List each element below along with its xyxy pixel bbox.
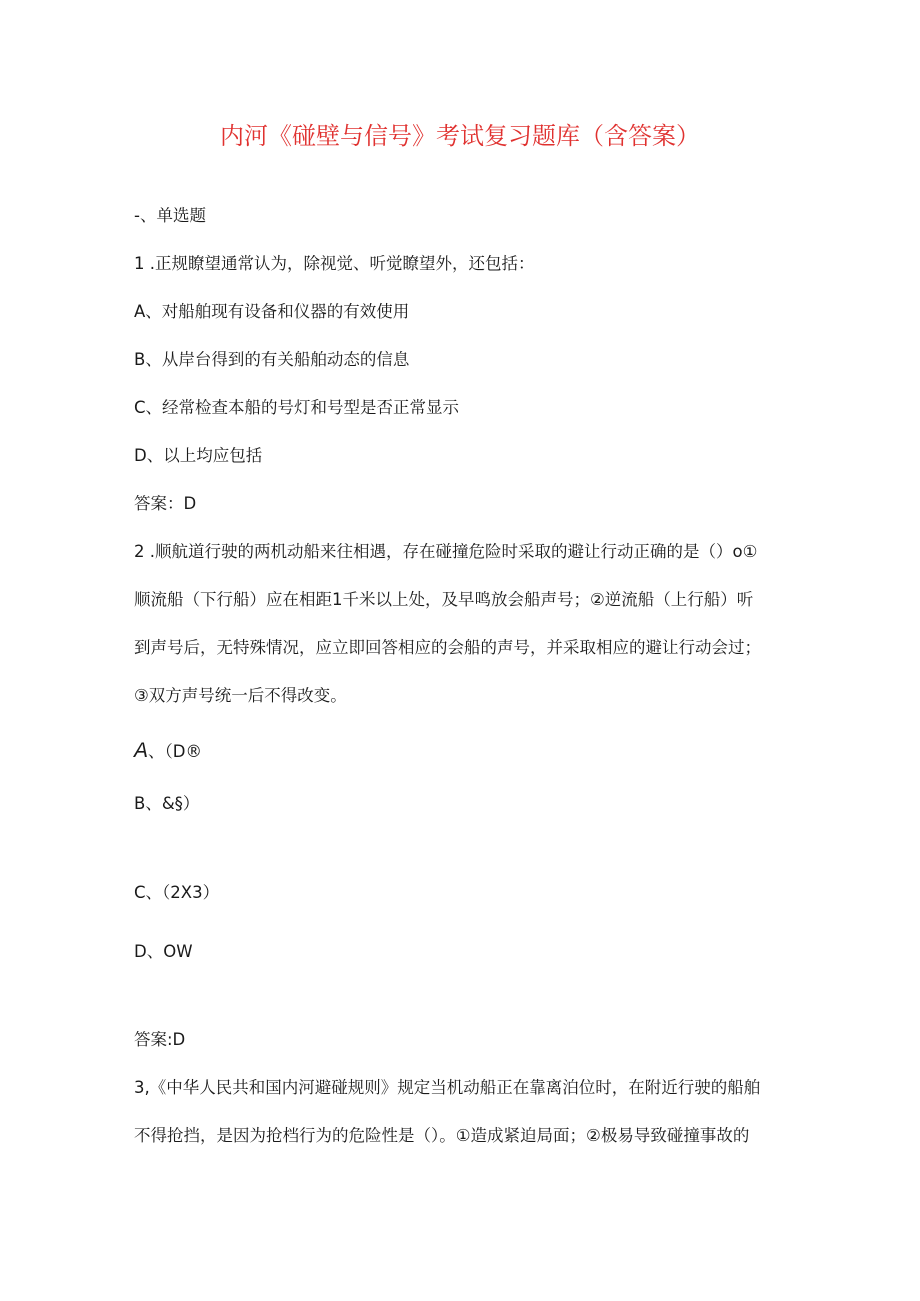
q2-stem-line-4: ③双方声号统一后不得改变。 [134,686,347,705]
q3-stem-line-1: 3,《中华人民共和国内河避碰规则》规定当机动船正在靠离泊位时，在附近行驶的船舶 [134,1078,761,1097]
q1-option-a: A、对船舶现有设备和仪器的有效使用 [134,302,410,321]
section-heading: -、单选题 [134,206,206,225]
q2-option-a [134,740,202,763]
q2-stem-line-2: 顺流船（下行船）应在相距1千米以上处，及早鸣放会船声号；②逆流船（上行船）听 [134,590,754,609]
q1-answer: 答案：D [134,494,197,513]
q2-option-a-letter: A [134,739,149,762]
q2-stem-line-3: 到声号后，无特殊情况，应立即回答相应的会船的声号，并采取相应的避让行动会过； [134,638,761,657]
q2-option-d: D、OW [134,942,193,961]
q2-stem-line-1: 2 .顺航道行驶的两机动船来往相遇，存在碰撞危险时采取的避让行动正确的是（）o① [134,542,758,561]
q1-option-d: D、以上均应包括 [134,446,263,465]
q2-option-a-text: 、（D® [148,742,202,761]
q2-answer: 答案:D [134,1030,186,1049]
q3-stem-line-2: 不得抢挡，是因为抢档行为的危险性是（）。①造成紧迫局面；②极易导致碰撞事故的 [134,1126,750,1145]
q1-option-b: B、从岸台得到的有关船舶动态的信息 [134,350,410,369]
q2-option-b: B、&§） [134,794,200,813]
q2-option-c: C、（2X3） [134,883,220,902]
q1-stem: 1 .正规瞭望通常认为，除视觉、听觉瞭望外，还包括： [134,254,535,273]
document-title: 内河《碰壁与信号》考试复习题库（含答案） [220,122,700,150]
q1-option-c: C、经常检查本船的号灯和号型是否正常显示 [134,398,460,417]
